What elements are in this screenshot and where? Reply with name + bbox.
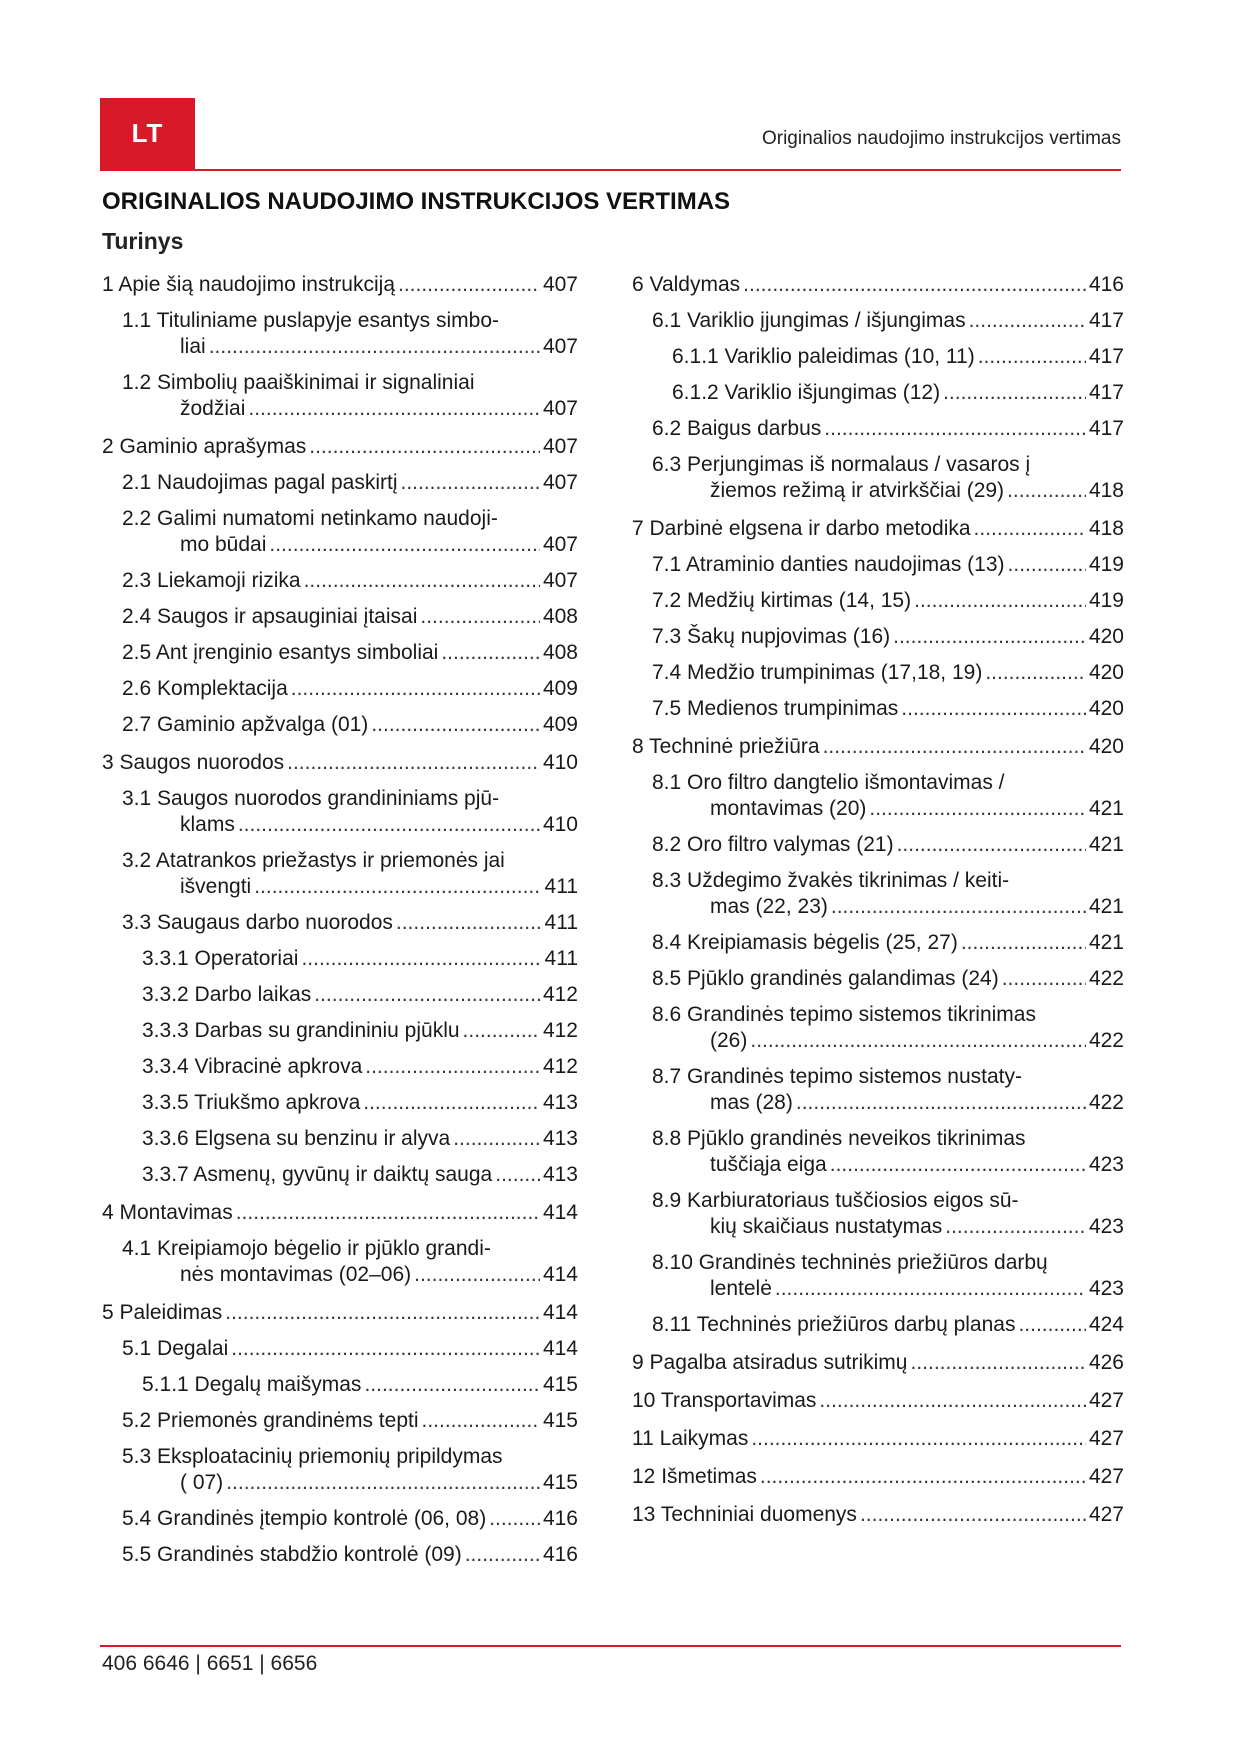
toc-entry[interactable] (632, 1002, 1124, 1054)
dot-leader (760, 1464, 1086, 1490)
toc-entry-text: 3.3.1 Operatoriai (142, 947, 299, 970)
dot-leader (978, 344, 1086, 370)
dot-leader (398, 272, 540, 298)
toc-page-number: 427 (1088, 1389, 1124, 1412)
toc-page-number: 420 (1088, 735, 1124, 758)
toc-entry-text: 7 Darbinė elgsena ir darbo metodika (632, 517, 971, 540)
toc-page-number: 410 (542, 813, 578, 836)
toc-entry[interactable] (102, 604, 578, 630)
toc-entry[interactable] (102, 370, 578, 422)
dot-leader (269, 532, 540, 558)
dot-leader (489, 1506, 540, 1532)
toc-page-number: 415 (542, 1373, 578, 1396)
toc-entry-text: 3.3.6 Elgsena su benzinu ir alyva (142, 1127, 451, 1150)
toc-entry[interactable] (632, 452, 1124, 504)
dot-leader (943, 380, 1086, 406)
toc-entry[interactable] (632, 734, 1124, 760)
toc-entry-text: 13 Techniniai duomenys (632, 1503, 857, 1526)
dot-leader (819, 1388, 1086, 1414)
dot-leader (291, 676, 540, 702)
toc-page-number: 408 (542, 605, 578, 628)
toc-page-number: 420 (1088, 697, 1124, 720)
dot-leader (225, 1300, 540, 1326)
toc-entry-text: 1.1 Tituliniame puslapyje esantys simbo- (122, 309, 500, 332)
toc-entry[interactable] (102, 1162, 578, 1188)
toc-page-number: 407 (542, 533, 578, 556)
toc-entry[interactable] (632, 832, 1124, 858)
toc-page-number: 421 (1088, 833, 1124, 856)
toc-page-number: 423 (1088, 1153, 1124, 1176)
toc-entry[interactable] (102, 640, 578, 666)
toc-entry-text: 5.1.1 Degalų maišymas (142, 1373, 362, 1396)
toc-page-number: 415 (542, 1409, 578, 1432)
toc-entry[interactable] (102, 982, 578, 1008)
dot-leader (463, 1018, 540, 1044)
dot-leader (830, 1152, 1086, 1178)
dot-leader (860, 1502, 1086, 1528)
toc-entry-text: 12 Išmetimas (632, 1465, 757, 1488)
toc-entry[interactable] (102, 712, 578, 738)
language-tab: LT (100, 98, 195, 169)
toc-page-number: 414 (542, 1201, 578, 1224)
dot-leader (441, 640, 540, 666)
toc-entry[interactable] (632, 552, 1124, 578)
toc-entry[interactable] (102, 786, 578, 838)
dot-leader (495, 1162, 540, 1188)
toc-entry-text: 3.2 Atatrankos priežastys ir priemonės jai (122, 849, 505, 872)
toc-entry-text: mas (28) (710, 1091, 793, 1114)
toc-page-number: 417 (1088, 309, 1124, 332)
toc-entry-text: 3.3.7 Asmenų, gyvūnų ir daiktų sauga (142, 1163, 493, 1186)
toc-entry[interactable] (632, 966, 1124, 992)
toc-entry[interactable] (102, 1408, 578, 1434)
toc-entry[interactable] (632, 380, 1124, 406)
toc-entry[interactable] (102, 1300, 578, 1326)
toc-entry[interactable] (632, 272, 1124, 298)
toc-entry-text: 3.1 Saugos nuorodos grandininiams pjū- (122, 787, 500, 810)
toc-entry[interactable] (102, 470, 578, 496)
dot-leader (465, 1542, 540, 1568)
toc-page-number: 415 (542, 1471, 578, 1494)
toc-page-number: 423 (1088, 1277, 1124, 1300)
toc-page-number: 418 (1088, 517, 1124, 540)
toc-entry-text: 9 Pagalba atsiradus sutrikimų (632, 1351, 908, 1374)
toc-entry-text: 3.3 Saugaus darbo nuorodos (122, 911, 393, 934)
toc-entry-text: 8 Techninė priežiūra (632, 735, 820, 758)
toc-entry-text: lentelė (710, 1277, 772, 1300)
toc-entry[interactable] (102, 1336, 578, 1362)
toc-entry-text: mas (22, 23) (710, 895, 828, 918)
dot-leader (1002, 966, 1086, 992)
toc-entry-text: 2.4 Saugos ir apsauginiai įtaisai (122, 605, 418, 628)
dot-leader (248, 396, 540, 422)
dot-leader (371, 712, 540, 738)
dot-leader (796, 1090, 1086, 1116)
toc-page-number: 413 (542, 1127, 578, 1150)
toc-entry[interactable] (632, 1350, 1124, 1376)
footer-divider (100, 1645, 1121, 1647)
toc-entry-text: nės montavimas (02–06) (180, 1263, 412, 1286)
toc-entry-text: 8.1 Oro filtro dangtelio išmontavimas / (652, 771, 1005, 794)
toc-page-number: 407 (542, 471, 578, 494)
toc-page-number: 409 (542, 677, 578, 700)
toc-page-number: 417 (1088, 345, 1124, 368)
toc-entry-text: 8.7 Grandinės tepimo sistemos nustaty- (652, 1065, 1023, 1088)
dot-leader (309, 434, 540, 460)
toc-entry-text: 6.1.1 Variklio paleidimas (10, 11) (672, 345, 975, 368)
toc-entry[interactable] (632, 1502, 1124, 1528)
toc-entry[interactable] (102, 506, 578, 558)
toc-heading: Turinys (102, 228, 184, 254)
toc-page-number: 419 (1088, 553, 1124, 576)
dot-leader (869, 796, 1086, 822)
toc-entry-text: 11 Laikymas (632, 1427, 749, 1450)
toc-entry-text: 7.4 Medžio trumpinimas (17,18, 19) (652, 661, 983, 684)
toc-page-number: 427 (1088, 1427, 1124, 1450)
dot-leader (422, 1408, 540, 1434)
toc-entry-text: 6 Valdymas (632, 273, 741, 296)
toc-entry[interactable] (102, 434, 578, 460)
toc-entry-text: 2.2 Galimi numatomi netinkamo naudoji- (122, 507, 498, 530)
toc-column-right (632, 272, 1124, 1528)
header-divider (100, 169, 1121, 171)
dot-leader (231, 1336, 540, 1362)
toc-page-number: 411 (544, 911, 578, 934)
dot-leader (824, 416, 1086, 442)
toc-entry-text: 5 Paleidimas (102, 1301, 223, 1324)
toc-entry-text: 6.1 Variklio įjungimas / išjungimas (652, 309, 966, 332)
toc-entry[interactable] (632, 868, 1124, 920)
toc-page-number: 414 (542, 1337, 578, 1360)
dot-leader (823, 734, 1086, 760)
dot-leader (974, 516, 1086, 542)
dot-leader (1008, 552, 1086, 578)
toc-page-number: 420 (1088, 661, 1124, 684)
toc-entry-text: klams (180, 813, 235, 836)
dot-leader (420, 604, 540, 630)
dot-leader (751, 1426, 1086, 1452)
toc-entry[interactable] (632, 1464, 1124, 1490)
toc-entry[interactable] (102, 1444, 578, 1496)
dot-leader (901, 696, 1086, 722)
toc-entry[interactable] (102, 1372, 578, 1398)
toc-entry-text: 2.6 Komplektacija (122, 677, 288, 700)
toc-entry-text: 7.1 Atraminio danties naudojimas (13) (652, 553, 1005, 576)
toc-page-number: 407 (542, 435, 578, 458)
toc-entry-text: 4.1 Kreipiamojo bėgelio ir pjūklo grandi- (122, 1237, 491, 1260)
toc-entry-text: žiemos režimą ir atvirkščiai (29) (710, 479, 1005, 502)
toc-entry-text: 1.2 Simbolių paaiškinimai ir signaliniai (122, 371, 475, 394)
dot-leader (775, 1276, 1086, 1302)
page-title: ORIGINALIOS NAUDOJIMO INSTRUKCIJOS VERTIMAS (102, 188, 731, 215)
toc-entry[interactable] (102, 568, 578, 594)
toc-entry[interactable] (632, 1188, 1124, 1240)
toc-page-number: 410 (542, 751, 578, 774)
toc-entry-text: 5.2 Priemonės grandinėms tepti (122, 1409, 419, 1432)
toc-page-number: 416 (542, 1507, 578, 1530)
toc-page-number: 417 (1088, 417, 1124, 440)
toc-entry[interactable] (632, 1064, 1124, 1116)
toc-entry[interactable] (632, 588, 1124, 614)
toc-entry-text: 5.5 Grandinės stabdžio kontrolė (09) (122, 1543, 462, 1566)
toc-entry-text: 5.1 Degalai (122, 1337, 229, 1360)
toc-entry-text: 8.8 Pjūklo grandinės neveikos tikrinimas (652, 1127, 1026, 1150)
toc-page-number: 421 (1088, 797, 1124, 820)
dot-leader (910, 1350, 1085, 1376)
dot-leader (961, 930, 1086, 956)
toc-entry[interactable] (102, 910, 578, 936)
toc-entry-text: 6.3 Perjungimas iš normalaus / vasaros į (652, 453, 1031, 476)
toc-entry[interactable] (632, 344, 1124, 370)
toc-entry[interactable] (102, 1054, 578, 1080)
toc-entry-text: 4 Montavimas (102, 1201, 233, 1224)
toc-column-left (102, 272, 578, 1568)
toc-entry-text: 2.3 Liekamoji rizika (122, 569, 301, 592)
dot-leader (363, 1090, 540, 1116)
dot-leader (238, 812, 540, 838)
toc-entry-text: 8.5 Pjūklo grandinės galandimas (24) (652, 967, 999, 990)
toc-entry-text: 7.3 Šakų nupjovimas (16) (652, 625, 891, 648)
toc-page-number: 424 (1088, 1313, 1124, 1336)
toc-entry-text: 6.2 Baigus darbus (652, 417, 822, 440)
dot-leader (364, 1372, 540, 1398)
dot-leader (304, 568, 540, 594)
toc-entry[interactable] (632, 624, 1124, 650)
toc-page-number: 407 (542, 273, 578, 296)
toc-entry-text: 8.4 Kreipiamasis bėgelis (25, 27) (652, 931, 958, 954)
dot-leader (1007, 478, 1086, 504)
toc-entry[interactable] (632, 770, 1124, 822)
toc-entry-text: 5.3 Eksploatacinių priemonių pripildymas (122, 1445, 503, 1468)
toc-entry[interactable] (102, 1542, 578, 1568)
toc-entry[interactable] (102, 1506, 578, 1532)
dot-leader (254, 874, 541, 900)
toc-entry-text: 2.1 Naudojimas pagal paskirtį (122, 471, 398, 494)
toc-entry-text: ( 07) (180, 1471, 224, 1494)
toc-entry[interactable] (632, 1250, 1124, 1302)
toc-entry-text: 7.5 Medienos trumpinimas (652, 697, 899, 720)
toc-entry[interactable] (632, 1312, 1124, 1338)
dot-leader (1018, 1312, 1085, 1338)
toc-entry[interactable] (102, 1126, 578, 1152)
toc-page-number: 426 (1088, 1351, 1124, 1374)
toc-entry-text: kių skaičiaus nustatymas (710, 1215, 943, 1238)
dot-leader (453, 1126, 540, 1152)
dot-leader (969, 308, 1086, 334)
toc-page-number: 420 (1088, 625, 1124, 648)
toc-entry-text: 1 Apie šią naudojimo instrukciją (102, 273, 395, 296)
toc-page-number: 418 (1088, 479, 1124, 502)
toc-entry[interactable] (632, 660, 1124, 686)
toc-page-number: 416 (1088, 273, 1124, 296)
toc-entry-text: 3.3.4 Vibracinė apkrova (142, 1055, 363, 1078)
toc-entry[interactable] (632, 930, 1124, 956)
toc-entry-text: 2.7 Gaminio apžvalga (01) (122, 713, 369, 736)
toc-entry-text: 3.3.5 Triukšmo apkrova (142, 1091, 361, 1114)
toc-entry[interactable] (102, 308, 578, 360)
toc-page-number: 422 (1088, 1029, 1124, 1052)
dot-leader (314, 982, 540, 1008)
toc-page-number: 417 (1088, 381, 1124, 404)
toc-entry-text: 6.1.2 Variklio išjungimas (12) (672, 381, 941, 404)
toc-page-number: 407 (542, 397, 578, 420)
toc-page-number: 427 (1088, 1465, 1124, 1488)
toc-page-number: 412 (542, 1055, 578, 1078)
toc-entry[interactable] (102, 676, 578, 702)
toc-page-number: 422 (1088, 967, 1124, 990)
dot-leader (226, 1470, 540, 1496)
toc-entry-text: mo būdai (180, 533, 267, 556)
toc-entry[interactable] (102, 1200, 578, 1226)
dot-leader (414, 1262, 540, 1288)
footer-page-info: 406 6646 | 6651 | 6656 (102, 1652, 318, 1675)
toc-entry-text: montavimas (20) (710, 797, 867, 820)
toc-page-number: 414 (542, 1263, 578, 1286)
dot-leader (301, 946, 541, 972)
toc-entry[interactable] (632, 516, 1124, 542)
toc-page-number: 413 (542, 1091, 578, 1114)
toc-entry-text: tuščiąja eiga (710, 1153, 827, 1176)
toc-page-number: 411 (544, 947, 578, 970)
toc-page-number: 407 (542, 569, 578, 592)
dot-leader (914, 588, 1086, 614)
toc-entry-text: 10 Transportavimas (632, 1389, 817, 1412)
toc-entry-text: 8.10 Grandinės techninės priežiūros darbų (652, 1251, 1048, 1274)
toc-entry[interactable] (102, 1018, 578, 1044)
toc-page-number: 419 (1088, 589, 1124, 612)
toc-entry[interactable] (102, 1090, 578, 1116)
toc-entry[interactable] (102, 750, 578, 776)
toc-entry[interactable] (632, 416, 1124, 442)
toc-entry[interactable] (632, 308, 1124, 334)
dot-leader (985, 660, 1086, 686)
toc-page-number: 414 (542, 1301, 578, 1324)
toc-entry-text: 8.11 Techninės priežiūros darbų planas (652, 1313, 1016, 1336)
toc-page-number: 412 (542, 983, 578, 1006)
toc-entry-text: 8.6 Grandinės tepimo sistemos tikrinimas (652, 1003, 1036, 1026)
dot-leader (400, 470, 539, 496)
toc-page-number: 416 (542, 1543, 578, 1566)
toc-entry-text: 3.3.3 Darbas su grandininiu pjūklu (142, 1019, 460, 1042)
toc-page-number: 421 (1088, 931, 1124, 954)
toc-page-number: 413 (542, 1163, 578, 1186)
toc-entry-text: išvengti (180, 875, 252, 898)
toc-entry[interactable] (102, 1236, 578, 1288)
dot-leader (209, 334, 540, 360)
toc-entry[interactable] (632, 1126, 1124, 1178)
dot-leader (945, 1214, 1086, 1240)
running-header: Originalios naudojimo instrukcijos vertimas (761, 128, 1121, 149)
toc-entry[interactable] (632, 1388, 1124, 1414)
toc-entry-text: 3.3.2 Darbo laikas (142, 983, 312, 1006)
dot-leader (743, 272, 1086, 298)
toc-entry-text: 8.9 Karbiuratoriaus tuščiosios eigos sū- (652, 1189, 1019, 1212)
toc-entry-text: (26) (710, 1029, 748, 1052)
toc-entry-text: 3 Saugos nuorodos (102, 751, 285, 774)
toc-entry[interactable] (632, 696, 1124, 722)
toc-entry-text: 8.2 Oro filtro valymas (21) (652, 833, 894, 856)
toc-page-number: 409 (542, 713, 578, 736)
dot-leader (287, 750, 540, 776)
dot-leader (831, 894, 1086, 920)
toc-entry-text: 5.4 Grandinės įtempio kontrolė (06, 08) (122, 1507, 487, 1530)
toc-entry[interactable] (102, 848, 578, 900)
dot-leader (236, 1200, 540, 1226)
toc-page-number: 427 (1088, 1503, 1124, 1526)
toc-entry-text: žodžiai (180, 397, 246, 420)
toc-entry-text: 8.3 Uždegimo žvakės tikrinimas / keiti- (652, 869, 1010, 892)
toc-page-number: 423 (1088, 1215, 1124, 1238)
toc-page-number: 421 (1088, 895, 1124, 918)
toc-page-number: 408 (542, 641, 578, 664)
dot-leader (365, 1054, 540, 1080)
toc-entry[interactable] (632, 1426, 1124, 1452)
dot-leader (750, 1028, 1086, 1054)
toc-entry[interactable] (102, 946, 578, 972)
toc-entry-text: 7.2 Medžių kirtimas (14, 15) (652, 589, 912, 612)
toc-entry-text: liai (180, 335, 206, 358)
dot-leader (893, 624, 1086, 650)
toc-page-number: 412 (542, 1019, 578, 1042)
toc-page-number: 407 (542, 335, 578, 358)
toc-entry[interactable] (102, 272, 578, 298)
toc-entry-text: 2.5 Ant įrenginio esantys simboliai (122, 641, 439, 664)
toc-page-number: 422 (1088, 1091, 1124, 1114)
toc-entry-text: 2 Gaminio aprašymas (102, 435, 307, 458)
dot-leader (396, 910, 542, 936)
dot-leader (897, 832, 1086, 858)
toc-page-number: 411 (544, 875, 578, 898)
